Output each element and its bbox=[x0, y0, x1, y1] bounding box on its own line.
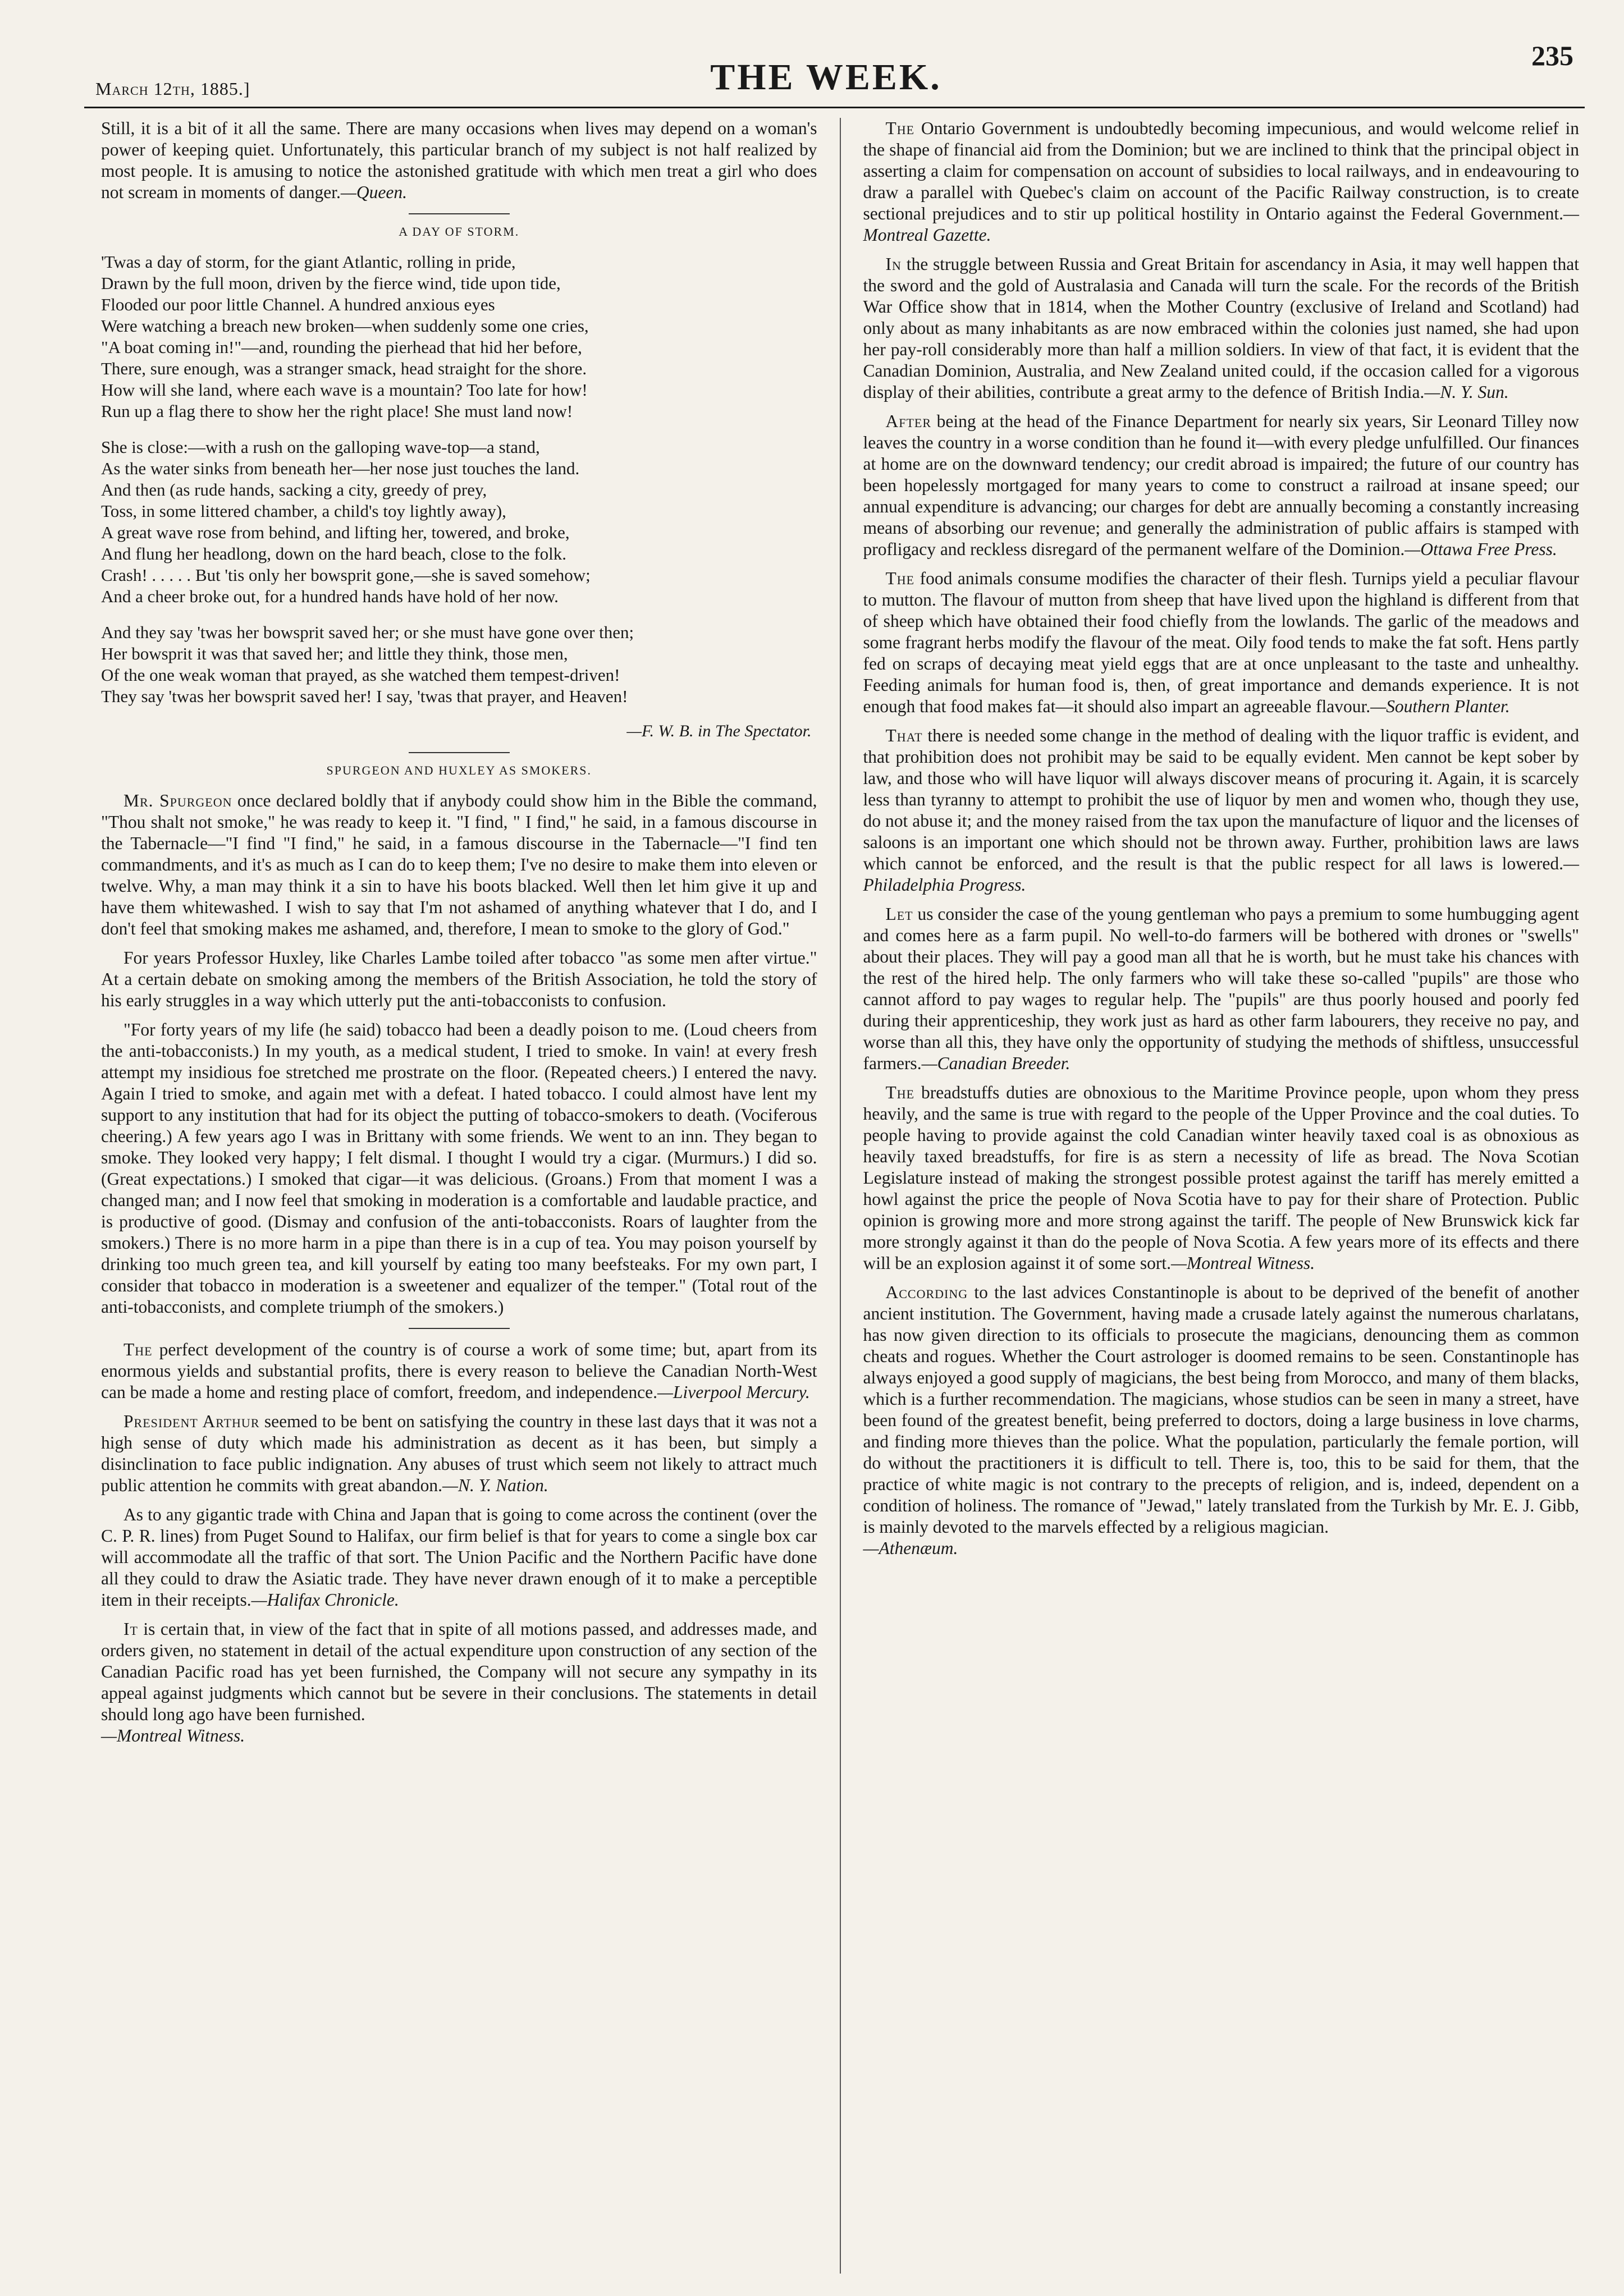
liquor-paragraph bbox=[863, 725, 1580, 896]
constantinople-source: —Athenæum. bbox=[863, 1538, 958, 1558]
liquor-text: there is needed some change in the method of dealing with the liquor traffic is evident, and that prohibition does not prohibit may be said to be equally evident. Men cannot be kept sober by law, and those who will have liquor will always discover means of procuring it. Again, it is scarcely less than tyranny to attempt to prohibit the use of liquor by men and women who, though they use, do not abuse it; and the money raised from the tax upon the manufacture of liquor and the licenses of saloons is an important one which should not be thrown away. Further, prohibition laws are laws which cannot be enforced, and the result is that the public respect for all laws is lowered. bbox=[863, 726, 1579, 873]
poem-line: Run up a flag there to show her the right place! She must land now! bbox=[101, 401, 573, 421]
smokers-text-1: once declared boldly that if anybody could show him in the Bible the command, "Thou shalt not smoke," he was ready to keep it. "I find, " I find," he said, in a famous discourse in the Tabernacle—"I find "I find," he said, in a famous discourse in the Tabernacle—"I find ten commandments, and it's as much as I can do to keep them; I've no desire to make them into eleven or twelve. Why, a man may think it a sin to have his boots blacked. Well then let him give it up and have them whitewashed. I wish to say that I'm not ashamed of anything whatever that I do, and I don't feel that smoking makes me ashamed, and, therefore, I mean to smoke to the glory of God." bbox=[101, 791, 817, 938]
constantinople-text: to the last advices Constantinople is about to be deprived of the benefit of another ancient institution. The Government, having made a crusade lately against the numerous charlatans, has now given direction to its officials to prosecute the magicians, denouncing them as common cheats and rogues. Whether the Court astrologer is doomed remains to be seen. Constantinople has always enjoyed a good supply of magicians, the best being from Morocco, and many of them blacks, which is a further recommendation. The magicians, whose studios can be seen in many a street, have been found of the greatest benefit, being preferred to doctors, doing a large business in love charms, and finding more thieves than the police. What the population, particularly the female portion, will do without the practitioners it is difficult to tell. There is, too, this to be said for them, that the practice of white magic is not contrary to the precepts of religion, and is, indeed, dependent on a condition of holiness. The romance of "Jewad," lately translated from the Turkish by Mr. E. J. Gibb, is mainly devoted to the marvels effected by a religious magician. bbox=[863, 1282, 1579, 1537]
ontario-source: —Montreal Gazette. bbox=[863, 204, 1579, 245]
trade-source: —Halifax Chronicle. bbox=[251, 1590, 399, 1610]
left-column bbox=[67, 118, 841, 2274]
duties-source: —Montreal Witness. bbox=[1171, 1253, 1315, 1273]
development-source: —Liverpool Mercury. bbox=[657, 1382, 810, 1402]
masthead-rule bbox=[84, 107, 1585, 108]
certain-paragraph bbox=[101, 1619, 817, 1747]
poem-attribution: —F. W. B. in The Spectator. bbox=[626, 722, 812, 740]
certain-lead: It bbox=[123, 1619, 138, 1639]
russia-text: the struggle between Russia and Great Britain for ascendancy in Asia, it may well happen that the sword and the gold of Australasia and Canada will turn the scale. For the records of the British War Office show that in 1814, when the Mother Country (exclusive of Ireland and Scotland) had only about as many inhabitants as are now embraced within the colonies just named, she had upon her pay-roll considerably more than half a million soldiers. In view of that fact, it is evident that the Canadian Dominion, Australia, and New Zealand united could, if the occasion called for a vigorous display of their abilities, contribute a great army to the defence of British India. bbox=[863, 254, 1579, 402]
poem-line: Flooded our poor little Channel. A hundred anxious eyes bbox=[101, 295, 495, 314]
russia-source: —N. Y. Sun. bbox=[1424, 382, 1509, 402]
food-paragraph bbox=[863, 568, 1580, 717]
tilley-text: being at the head of the Finance Department for nearly six years, Sir Leonard Tilley now leaves the country in a worse condition than he found it—with every pledge unfulfilled. Our finances at home are on the downward tendency; our credit abroad is impaired; the future of our country has been hopelessly mortgaged for many years to come to construct a railroad at insane speed; our annual expenditure is advancing; our charges for debt are annually becoming a constantly increasing means of absorbing our revenue; and generally the administration of public affairs is stamped with profligacy and reckless disregard of the permanent welfare of the Dominion. bbox=[863, 411, 1579, 559]
poem-stanza-3 bbox=[101, 622, 817, 707]
pupil-text: us consider the case of the young gentleman who pays a premium to some humbugging agent and comes here as a farm pupil. No well-to-do farmers will be bothered with drones or "swells" about their places. They will pay a good man all that he is worth, but he must take his chances with the rest of the hired help. The only farmers who will take these so-called "pupils" are those who cannot afford to pay wages to regular help. The "pupils" are thus poorly housed and poorly fed during their apprenticeship, they work just as hard as other farm labourers, they receive no pay, and worse than all this, they have only the opportunity of studying the methods of shiftless, unsuccessful farmers. bbox=[863, 904, 1579, 1073]
certain-source: —Montreal Witness. bbox=[101, 1726, 245, 1745]
ontario-lead: The bbox=[885, 118, 915, 138]
smokers-paragraph-3: "For forty years of my life (he said) tobacco had been a deadly poison to me. (Loud cheers from the anti-tobacconists.) In my youth, as a medical student, I tried to smoke. In vain! at every fresh attempt my insidious foe stretched me prostrate on the floor. (Repeated cheers.) I entered the navy. Again I tried to smoke, and again met with a defeat. I hated tobacco. I could almost have lent my support to any institution that had for its object the putting of tobacco-smokers to death. (Vociferous cheering.) A few years ago I was in Brittany with some friends. We went to an inn. They began to smoke. They looked very happy; I felt dismal. I thought I would try a cigar. (Murmurs.) I did so. (Great expectations.) I smoked that cigar—it was delicious. (Groans.) From that moment I was a changed man; and I now feel that smoking in moderation is a comfortable and laudable practice, and is productive of good. (Dismay and confusion of the anti-tobacconists. Roars of laughter from the smokers.) There is no more harm in a pipe than there is in a cup of tea. You may poison yourself by drinking too much green tea, and kill yourself by eating too many beefsteaks. For my own part, I consider that tobacco in moderation is a sweetener and equalizer of the temper." (Total rout of the anti-tobacconists, and complete triumph of the smokers.) bbox=[101, 1020, 817, 1317]
liquor-lead: That bbox=[885, 726, 923, 745]
poem-line: As the water sinks from beneath her—her nose just touches the land. bbox=[101, 459, 580, 478]
poem-line: A great wave rose from behind, and lifting her, towered, and broke, bbox=[101, 523, 570, 542]
ontario-text: Ontario Government is undoubtedly becoming impecunious, and would welcome relief in the shape of financial aid from the Dominion; but we are inclined to think that the principal object in asserting a claim for compensation on account of subsidies to local railways, and in endeavouring to draw a parallel with Quebec's claim on account of the Pacific Railway construction, is to create sectional prejudices and to stir up political hostility in Ontario against the Federal Government. bbox=[863, 118, 1579, 223]
pupil-paragraph bbox=[863, 904, 1580, 1074]
constantinople-paragraph bbox=[863, 1282, 1580, 1559]
intro-paragraph bbox=[101, 118, 817, 203]
poem-line: Her bowsprit it was that saved her; and little they think, those men, bbox=[101, 644, 568, 663]
poem-line: 'Twas a day of storm, for the giant Atlantic, rolling in pride, bbox=[101, 252, 516, 272]
poem-line: And then (as rude hands, sacking a city, greedy of prey, bbox=[101, 480, 487, 499]
smokers-paragraph-1 bbox=[101, 790, 817, 940]
pupil-source: —Canadian Breeder. bbox=[921, 1053, 1071, 1073]
constantinople-lead: According bbox=[885, 1282, 968, 1302]
duties-text: breadstuffs duties are obnoxious to the Maritime Province people, upon whom they press heavily, and the same is true with regard to the people of the Upper Province and the coal duties. To people having to provide against the cold Canadian winter heavily taxed coal is as obnoxious as heavily taxed breadstuffs, for fire is as stern a necessity of life as bread. The Nova Scotian Legislature instead of making the strongest possible protest against the tariff has merely emitted a howl against the price the people of Nova Scotia have to pay for their share of Protection. Public opinion is growing more and more strong against the tariff. The people of New Brunswick kick far more strongly against it than do the people of Nova Scotia. A few years more of its effects and there will be an explosion against it of some sort. bbox=[863, 1083, 1579, 1273]
poem-stanza-2 bbox=[101, 437, 817, 607]
tilley-paragraph bbox=[863, 411, 1580, 560]
poem-line: Toss, in some littered chamber, a child's toy lightly away), bbox=[101, 501, 506, 521]
section-divider bbox=[409, 1328, 510, 1329]
poem-line: And they say 'twas her bowsprit saved her; or she must have gone over then; bbox=[101, 622, 634, 642]
arthur-text: seemed to be bent on satisfying the country in these last days that it was not a high sense of duty which made his administration as decent as it has been, but simply a disinclination to face public indignation. Any abuses of trust which seem not likely to attract much public attention he commits with great abandon. bbox=[101, 1411, 817, 1495]
certain-text: is certain that, in view of the fact that in spite of all motions passed, and addresses made, and orders given, no statement in detail of the actual expenditure upon construction of any section of the Canadian Pacific road has yet been furnished, the Company will not secure any sympathy in its appeal against judgments which cannot but be severe in their conclusions. The statements in detail should long ago have been furnished. bbox=[101, 1619, 817, 1724]
russia-paragraph bbox=[863, 254, 1580, 403]
pupil-lead: Let bbox=[885, 904, 913, 924]
poem-stanza-1 bbox=[101, 251, 817, 422]
section-divider bbox=[409, 213, 510, 214]
duties-paragraph bbox=[863, 1082, 1580, 1274]
poem-line: She is close:—with a rush on the galloping wave-top—a stand, bbox=[101, 437, 540, 457]
tilley-lead: After bbox=[885, 411, 932, 431]
arthur-source: —N. Y. Nation. bbox=[442, 1475, 548, 1495]
issue-date: March 12th, 1885.] bbox=[95, 79, 250, 99]
arthur-paragraph bbox=[101, 1411, 817, 1496]
food-source: —Southern Planter. bbox=[1370, 696, 1510, 716]
poem-line: How will she land, where each wave is a mountain? Too late for how! bbox=[101, 380, 588, 400]
tilley-source: —Ottawa Free Press. bbox=[1405, 539, 1557, 559]
food-lead: The bbox=[885, 569, 915, 588]
trade-paragraph bbox=[101, 1504, 817, 1611]
development-text: perfect development of the country is of course a work of some time; but, apart from its enormous yields and substantial profits, there is every reason to believe the Canadian North-West can be made a home and resting place of comfort, freedom, and independence. bbox=[101, 1340, 817, 1402]
poem-line: "A boat coming in!"—and, rounding the pierhead that hid her before, bbox=[101, 337, 582, 357]
duties-lead: The bbox=[885, 1083, 915, 1102]
columns bbox=[67, 118, 1585, 2274]
ontario-paragraph bbox=[863, 118, 1580, 246]
page-number: 235 bbox=[1531, 40, 1573, 71]
development-paragraph bbox=[101, 1339, 817, 1403]
section-divider bbox=[409, 752, 510, 753]
liquor-source: —Philadelphia Progress. bbox=[863, 854, 1579, 895]
poem-line: There, sure enough, was a stranger smack, head straight for the shore. bbox=[101, 359, 587, 378]
masthead bbox=[67, 34, 1585, 112]
intro-source: —Queen. bbox=[340, 182, 408, 202]
right-column bbox=[841, 118, 1585, 2274]
poem-line: Were watching a breach new broken—when suddenly some one cries, bbox=[101, 316, 589, 336]
development-lead: The bbox=[123, 1340, 153, 1359]
poem-title: A DAY OF STORM. bbox=[399, 224, 520, 239]
smokers-paragraph-2: For years Professor Huxley, like Charles Lambe toiled after tobacco "as some men after virtue." At a certain debate on smoking among the members of the British Association, he told the story of his early struggles in a way which utterly put the anti-tobacconists to confusion. bbox=[101, 948, 817, 1010]
trade-text: As to any gigantic trade with China and Japan that is going to come across the continent (over the C. P. R. lines) from Puget Sound to Halifax, our firm belief is that for years to come a single box car will accommodate all the traffic of that sort. The Union Pacific and the Northern Pacific have done all they could to draw the Asiatic trade. They have never drawn enough of it to make a perceptible item in their receipts. bbox=[101, 1505, 817, 1610]
poem-line: And flung her headlong, down on the hard beach, close to the folk. bbox=[101, 544, 567, 563]
poem-line: Of the one weak woman that prayed, as she watched them tempest-driven! bbox=[101, 665, 620, 685]
poem-line: Crash! . . . . . But 'tis only her bowsprit gone,—she is saved somehow; bbox=[101, 565, 591, 585]
intro-text: Still, it is a bit of it all the same. There are many occasions when lives may depend on a woman's power of keeping quiet. Unfortunately, this particular branch of my subject is not half realized by most people. It is amusing to notice the astonished gratitude with which men treat a girl who does not scream in moments of danger. bbox=[101, 118, 817, 202]
russia-lead: In bbox=[885, 254, 902, 274]
food-text: food animals consume modifies the character of their flesh. Turnips yield a peculiar flavour to mutton. The flavour of mutton from sheep that have lived upon the highland is different from that of sheep which have obtained their food chiefly from the lowlands. The garlic of the meadows and some fragrant herbs modify the flavour of the meat. Oily food tends to make the fat soft. Hens partly fed on scraps of decaying meat yield eggs that are at once unpleasant to the taste and unhealthy. Feeding animals for human food is, then, of great importance and demands experience. It is not enough that food makes fat—it should also impart an agreeable flavour. bbox=[863, 569, 1579, 716]
poem-line: And a cheer broke out, for a hundred hands have hold of her now. bbox=[101, 586, 559, 606]
smokers-lead: Mr. Spurgeon bbox=[123, 791, 232, 810]
poem-line: They say 'twas her bowsprit saved her! I say, 'twas that prayer, and Heaven! bbox=[101, 686, 628, 706]
article-title-smokers: SPURGEON AND HUXLEY AS SMOKERS. bbox=[326, 763, 592, 777]
newspaper-title: THE WEEK. bbox=[710, 57, 942, 98]
poem-line: Drawn by the full moon, driven by the fierce wind, tide upon tide, bbox=[101, 273, 561, 293]
arthur-lead: President Arthur bbox=[123, 1411, 260, 1431]
